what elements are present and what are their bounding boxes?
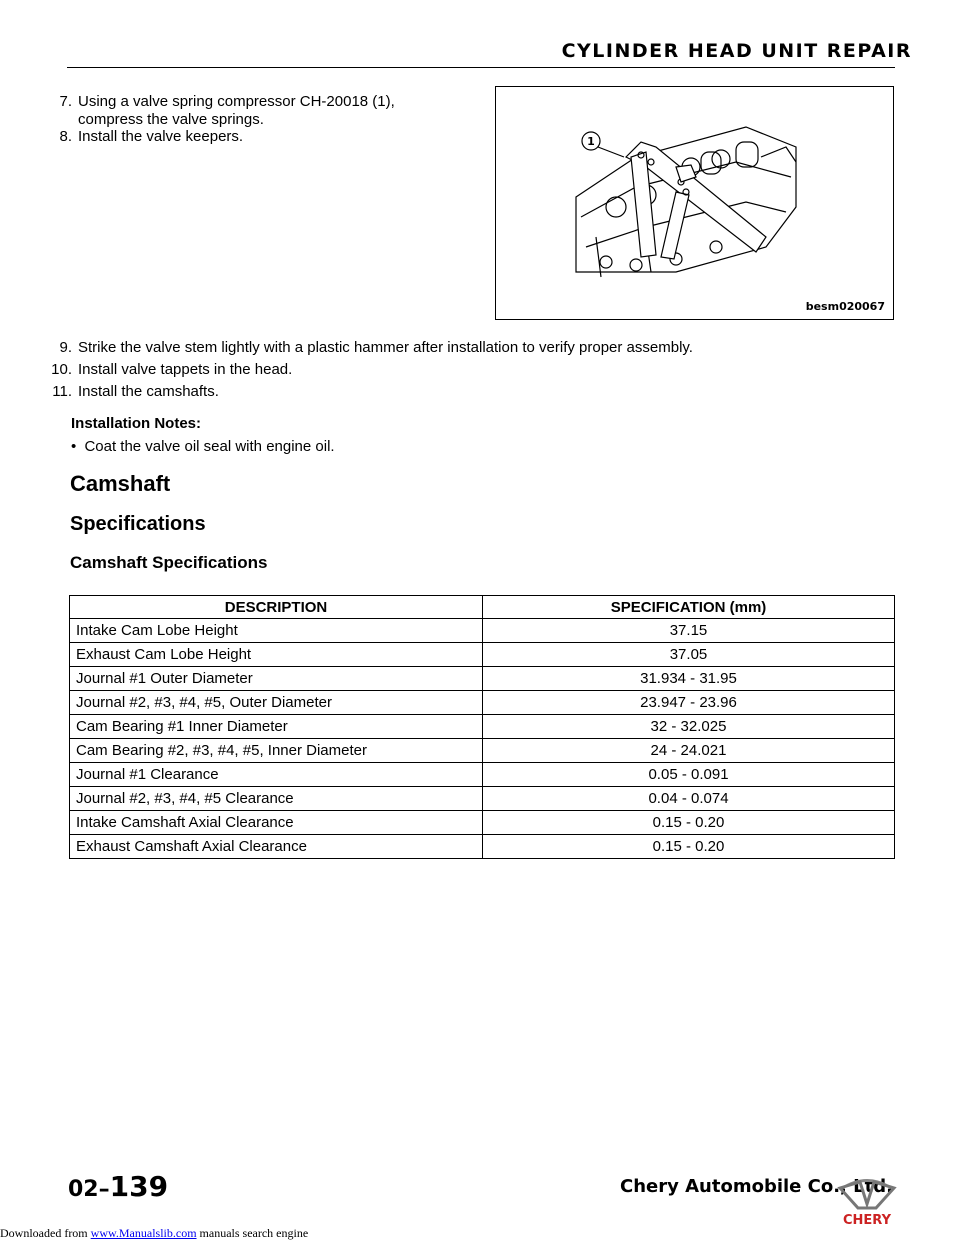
row-value: 24 - 24.021 bbox=[483, 739, 895, 763]
table-title: Camshaft Specifications bbox=[70, 553, 268, 572]
step-text: Strike the valve stem lightly with a plastic hammer after installation to verify proper assembly. bbox=[78, 339, 693, 356]
cylinder-head-illustration bbox=[496, 87, 893, 319]
table-row bbox=[70, 835, 895, 859]
bullet-icon: • bbox=[71, 438, 77, 455]
table-row bbox=[70, 619, 895, 643]
table-row bbox=[70, 763, 895, 787]
table-row bbox=[70, 715, 895, 739]
row-value: 0.15 - 0.20 bbox=[483, 811, 895, 835]
step-10 bbox=[48, 361, 908, 379]
page-number-prefix: 02– bbox=[68, 1177, 110, 1202]
figure-callout-1: 1 bbox=[587, 135, 595, 148]
chery-logo bbox=[836, 1168, 898, 1233]
row-description: Intake Camshaft Axial Clearance bbox=[70, 811, 483, 835]
step-8 bbox=[48, 128, 478, 146]
row-description: Cam Bearing #1 Inner Diameter bbox=[70, 715, 483, 739]
step-number: 10. bbox=[51, 361, 72, 378]
step-number: 9. bbox=[59, 339, 72, 356]
logo-text: CHERY bbox=[842, 1213, 892, 1228]
row-description: Intake Cam Lobe Height bbox=[70, 619, 483, 643]
step-number: 8. bbox=[59, 128, 72, 145]
table-row bbox=[70, 811, 895, 835]
footer-prefix: Downloaded from bbox=[0, 1226, 91, 1240]
step-number: 11. bbox=[52, 383, 72, 400]
step-text: Install valve tappets in the head. bbox=[78, 361, 293, 378]
page-number-value: 139 bbox=[109, 1170, 169, 1203]
note-text: Coat the valve oil seal with engine oil. bbox=[84, 438, 335, 455]
footer-suffix: manuals search engine bbox=[196, 1226, 309, 1240]
table-row bbox=[70, 691, 895, 715]
row-description: Exhaust Cam Lobe Height bbox=[70, 643, 483, 667]
row-description: Journal #1 Clearance bbox=[70, 763, 483, 787]
table-row bbox=[70, 787, 895, 811]
row-description: Journal #1 Outer Diameter bbox=[70, 667, 483, 691]
header-divider bbox=[67, 67, 895, 68]
table-header-row bbox=[70, 596, 895, 619]
column-header-specification: SPECIFICATION (mm) bbox=[483, 596, 895, 619]
column-header-description: DESCRIPTION bbox=[70, 596, 483, 619]
page-number bbox=[68, 1170, 168, 1203]
row-value: 0.05 - 0.091 bbox=[483, 763, 895, 787]
row-value: 23.947 - 23.96 bbox=[483, 691, 895, 715]
step-text-continued: compress the valve springs. bbox=[78, 111, 264, 128]
company-name: Chery Automobile Co., Ltd. bbox=[620, 1176, 893, 1197]
step-number: 7. bbox=[59, 93, 72, 110]
step-text: Using a valve spring compressor CH-20018 (1), bbox=[78, 93, 395, 110]
installation-notes-label: Installation Notes: bbox=[71, 415, 202, 432]
step-text: Install the valve keepers. bbox=[78, 128, 244, 145]
table-row bbox=[70, 739, 895, 763]
step-11 bbox=[48, 383, 908, 401]
figure-id-label: besm020067 bbox=[805, 300, 885, 313]
manualslib-link[interactable]: www.Manualslib.com bbox=[90, 1226, 197, 1240]
row-value: 37.05 bbox=[483, 643, 895, 667]
row-description: Journal #2, #3, #4, #5 Clearance bbox=[70, 787, 483, 811]
subsection-title: Specifications bbox=[70, 513, 206, 535]
camshaft-spec-table bbox=[69, 595, 895, 859]
step-text: Install the camshafts. bbox=[78, 383, 219, 400]
row-value: 0.04 - 0.074 bbox=[483, 787, 895, 811]
chery-logo-icon bbox=[836, 1168, 898, 1228]
installation-note-item bbox=[71, 438, 335, 455]
row-value: 31.934 - 31.95 bbox=[483, 667, 895, 691]
figure-valve-spring-compressor bbox=[495, 86, 894, 320]
step-7 bbox=[48, 93, 478, 129]
step-9 bbox=[48, 339, 908, 357]
row-value: 37.15 bbox=[483, 619, 895, 643]
row-value: 32 - 32.025 bbox=[483, 715, 895, 739]
row-description: Exhaust Camshaft Axial Clearance bbox=[70, 835, 483, 859]
download-footer bbox=[0, 1226, 308, 1241]
row-description: Journal #2, #3, #4, #5, Outer Diameter bbox=[70, 691, 483, 715]
table-row bbox=[70, 667, 895, 691]
table-row bbox=[70, 643, 895, 667]
row-value: 0.15 - 0.20 bbox=[483, 835, 895, 859]
row-description: Cam Bearing #2, #3, #4, #5, Inner Diameter bbox=[70, 739, 483, 763]
section-title: Camshaft bbox=[70, 471, 171, 496]
page-header-title: CYLINDER HEAD UNIT REPAIR bbox=[561, 40, 912, 62]
